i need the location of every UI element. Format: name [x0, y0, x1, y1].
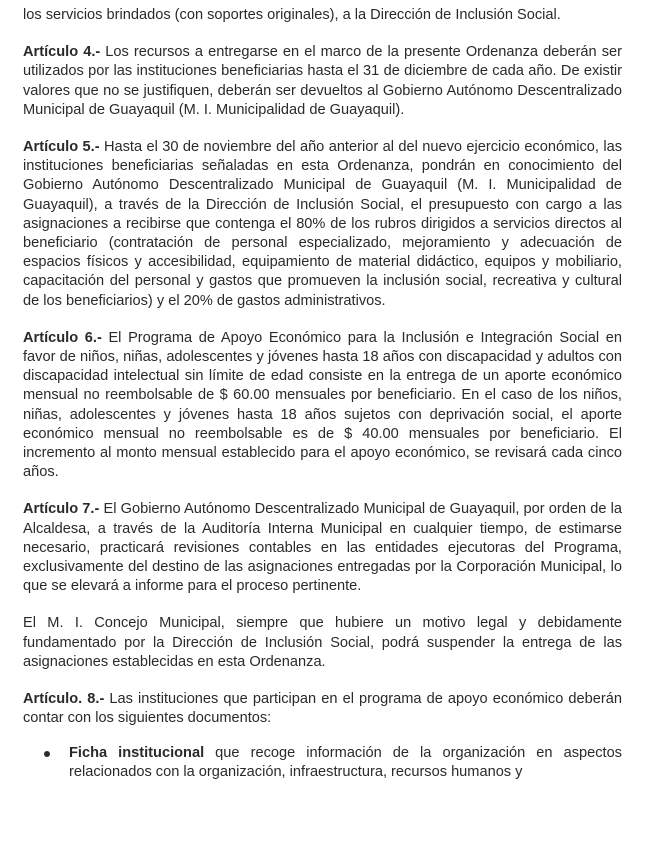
article-6-label: Artículo 6.- [23, 329, 102, 346]
article-6-text: El Programa de Apoyo Económico para la Inclusión e Integración Social en favor de niños, niñas, adolescentes y jóvenes hasta 18 años con discapacidad y adultos con discapacidad intelectual sin límite de edad consiste en la entrega de un aporte económico mensual no reembolsable de $ 60.00 mensuales por beneficiario. En el caso de los niños, niñas, adolescentes y jóvenes hasta 18 años sujetos con deprivación social, el aporte económico mensual no reembolsable es de $ 40.00 mensuales por beneficiario. El incremento al monto mensual establecido para el apoyo económico, se revisará cada cinco años. [23, 329, 622, 481]
article-6 [23, 329, 622, 483]
article-4-label: Artículo 4.- [23, 44, 101, 61]
article-4-text: Los recursos a entregarse en el marco de la presente Ordenanza deberán ser utilizados por las instituciones beneficiarias hasta el 31 de diciembre de cada año. De existir valores que no se justifiquen, deberán ser devueltos al Gobierno Autónomo Descentralizado Municipal de Guayaquil (M. I. Municipalidad de Guayaquil). [23, 44, 622, 118]
article-7-label: Artículo 7.- [23, 501, 100, 518]
article-8-label: Artículo. 8.- [23, 691, 105, 708]
list-item-text: que recoge información de la organización en aspectos relacionados con la organización, infraestructura, recursos humanos y [69, 744, 622, 780]
article-5 [23, 138, 622, 311]
article-5-label: Artículo 5.- [23, 139, 100, 156]
list-item [23, 744, 622, 782]
intro-continuation: los servicios brindados (con soportes originales), a la Dirección de Inclusión Social. [23, 7, 561, 23]
article-4 [23, 43, 622, 120]
article-8-text: Las instituciones que participan en el programa de apoyo económico deberán contar con los siguientes documentos: [23, 691, 622, 727]
bullet-icon [44, 751, 50, 757]
article-8 [23, 690, 622, 728]
article-5-text: Hasta el 30 de noviembre del año anterior al del nuevo ejercicio económico, las instituciones beneficiarias señaladas en esta Ordenanza, pondrán en conocimiento del Gobierno Autónomo Descentralizado Municipal de Guayaquil (M. I. Municipalidad de Guayaquil), a través de la Dirección de Inclusión Social, el presupuesto con cargo a las asignaciones a recibirse que contenga el 80% de los rubros dirigidos a servicios directos al beneficiario (contratación de personal especializado, mejoramiento y adecuación de espacios físicos y accesibilidad, equipamiento de material didáctico, equipos y mobiliario, capacitación del personal y gastos que promueven la inclusión social, recreativa y cultural de los beneficiarios) y el 20% de gastos administrativos. [23, 139, 622, 309]
list-item-term: Ficha institucional [69, 744, 205, 761]
article-7 [23, 500, 622, 596]
article-7-text: El Gobierno Autónomo Descentralizado Municipal de Guayaquil, por orden de la Alcaldesa, a través de la Auditoría Interna Municipal en cualquier tiempo, de estimarse necesario, practicará revisiones contables en las entidades ejecutoras del Programa, exclusivamente del destino de las asignaciones entregadas por la Corporación Municipal, lo que se elevará a informe para el proceso pertinente. [23, 501, 623, 595]
document-list [23, 744, 622, 782]
concejo-paragraph: El M. I. Concejo Municipal, siempre que hubiere un motivo legal y debidamente fundamentado por la Dirección de Inclusión Social, podrá suspender la entrega de las asignaciones establecidas en esta Ordenanza. [23, 615, 622, 670]
